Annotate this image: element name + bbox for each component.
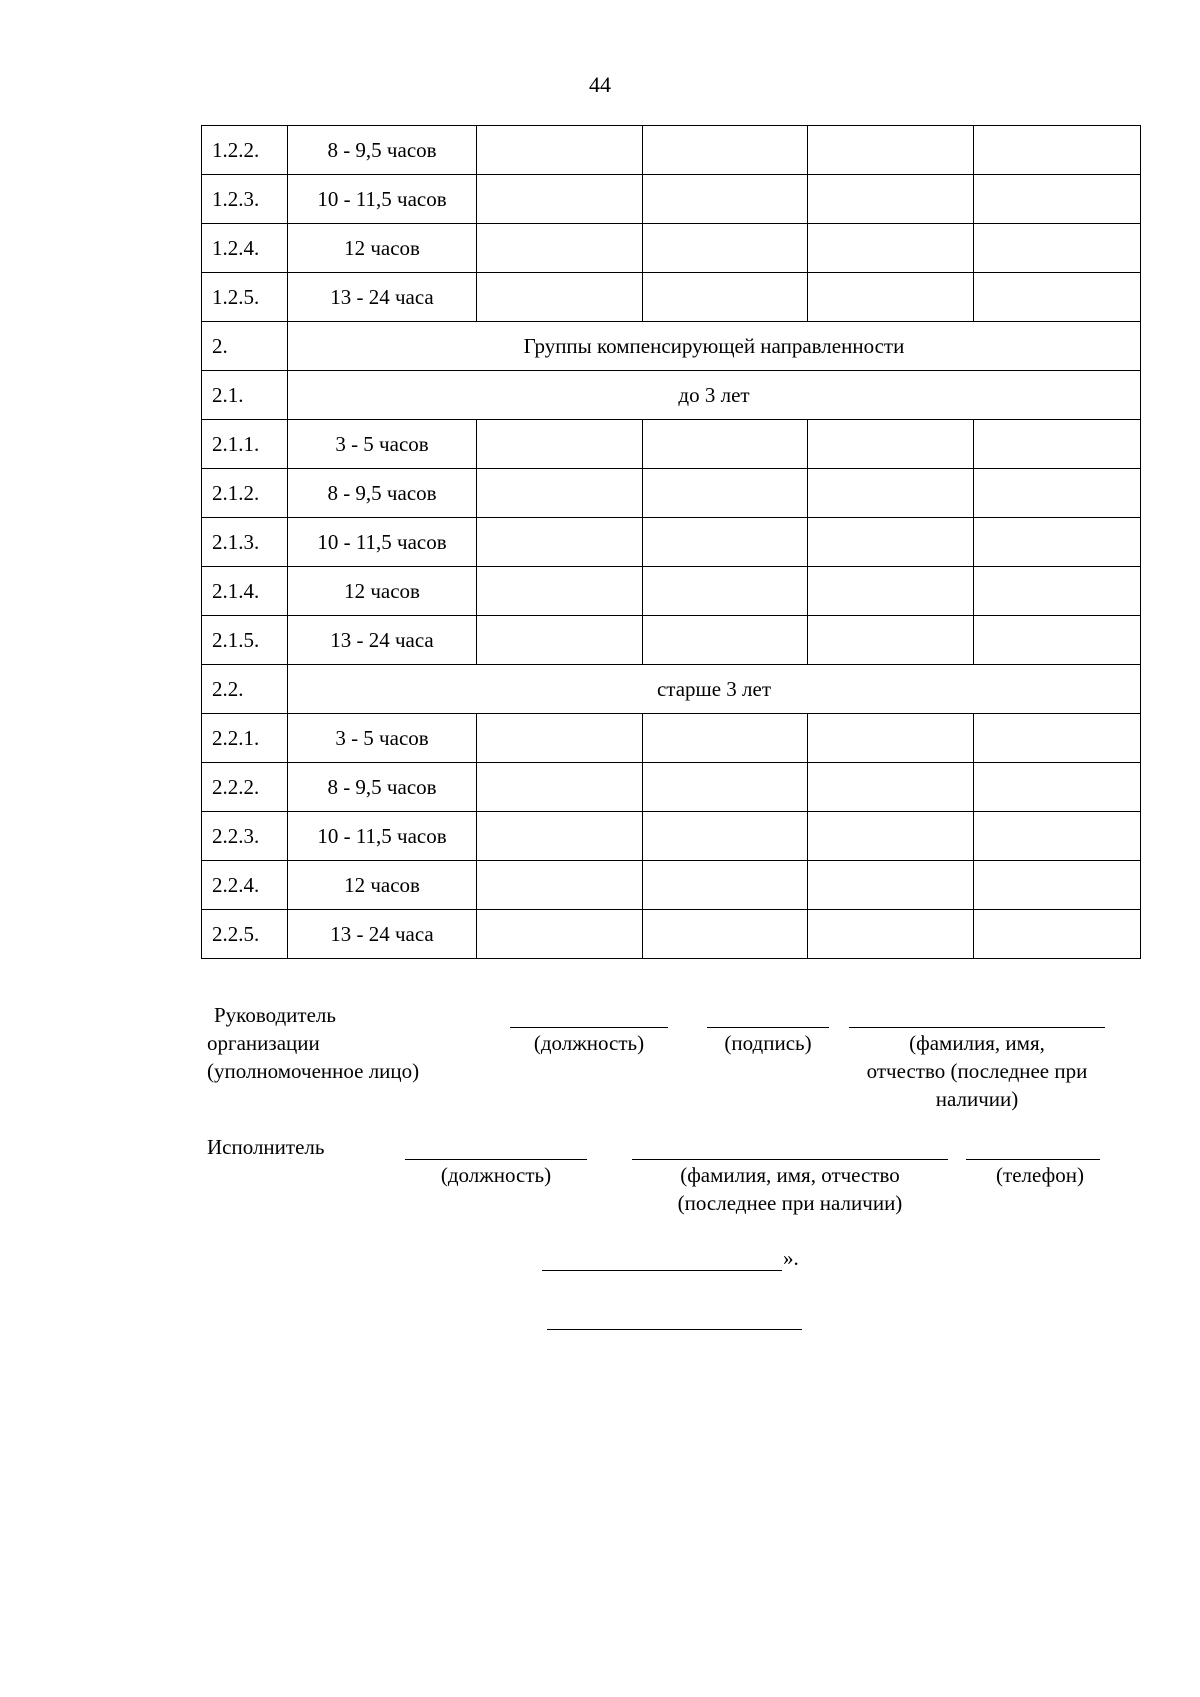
page-number: 44 [589,72,611,97]
row-number: 2.1.4. [202,567,288,616]
head-signature-caption: (подпись) [724,1031,812,1055]
row-number: 2.2.1. [202,714,288,763]
data-table [201,125,1141,959]
section-row [202,371,1141,420]
row-number: 2.2. [202,665,288,714]
executor-phone-line [966,1159,1100,1160]
empty-cell [808,567,974,616]
empty-cell [643,469,808,518]
empty-cell [974,763,1141,812]
row-label: 8 - 9,5 часов [288,763,477,812]
table-row [202,224,1141,273]
section-title: до 3 лет [288,371,1141,420]
empty-cell [974,812,1141,861]
table-row [202,861,1141,910]
empty-cell [808,910,974,959]
row-label: 8 - 9,5 часов [288,469,477,518]
empty-cell [643,910,808,959]
row-label: 3 - 5 часов [288,420,477,469]
empty-cell [808,518,974,567]
empty-cell [643,175,808,224]
head-name-line [849,1027,1105,1028]
row-number: 1.2.3. [202,175,288,224]
row-label: 10 - 11,5 часов [288,175,477,224]
row-label: 13 - 24 часа [288,273,477,322]
row-number: 2.2.4. [202,861,288,910]
executor-position-caption: (должность) [440,1163,552,1187]
empty-cell [808,469,974,518]
executor-name-line [632,1159,948,1160]
empty-cell [974,273,1141,322]
table-row [202,126,1141,175]
table-row [202,420,1141,469]
empty-cell [974,714,1141,763]
head-position-caption: (должность) [533,1031,645,1055]
empty-cell [808,616,974,665]
empty-cell [477,567,643,616]
empty-cell [477,420,643,469]
empty-cell [808,273,974,322]
empty-cell [974,126,1141,175]
empty-cell [643,567,808,616]
closing-quote: ». [783,1246,799,1270]
table-row [202,812,1141,861]
table-row [202,273,1141,322]
empty-cell [643,616,808,665]
row-label: 13 - 24 часа [288,616,477,665]
row-label: 12 часов [288,567,477,616]
row-number: 2.2.5. [202,910,288,959]
empty-cell [808,224,974,273]
empty-cell [643,126,808,175]
empty-cell [974,224,1141,273]
table-row [202,763,1141,812]
head-name-caption-line3: наличии) [935,1087,1019,1111]
section-row [202,322,1141,371]
empty-cell [974,861,1141,910]
head-label-line3: (уполномоченное лицо) [207,1059,420,1083]
row-label: 10 - 11,5 часов [288,518,477,567]
executor-name-caption-line2: (последнее при наличии) [677,1191,903,1215]
row-number: 1.2.2. [202,126,288,175]
empty-cell [477,273,643,322]
empty-cell [974,469,1141,518]
row-label: 12 часов [288,861,477,910]
section-row [202,665,1141,714]
empty-cell [643,763,808,812]
empty-cell [477,469,643,518]
empty-cell [974,420,1141,469]
empty-cell [477,616,643,665]
table-row [202,175,1141,224]
empty-cell [974,175,1141,224]
row-number: 2.1.5. [202,616,288,665]
empty-cell [808,812,974,861]
empty-cell [643,420,808,469]
empty-cell [974,910,1141,959]
empty-cell [643,273,808,322]
empty-cell [477,224,643,273]
table-row [202,910,1141,959]
row-number: 2.1.1. [202,420,288,469]
empty-cell [477,126,643,175]
empty-cell [643,861,808,910]
empty-cell [643,518,808,567]
executor-label: Исполнитель [207,1135,325,1159]
row-label: 13 - 24 часа [288,910,477,959]
row-label: 8 - 9,5 часов [288,126,477,175]
row-number: 1.2.5. [202,273,288,322]
table-row [202,616,1141,665]
empty-cell [477,714,643,763]
row-label: 12 часов [288,224,477,273]
empty-cell [974,616,1141,665]
separator-line [547,1329,802,1330]
empty-cell [477,812,643,861]
closing-line [542,1270,782,1271]
empty-cell [808,714,974,763]
executor-name-caption-line1: (фамилия, имя, отчество [680,1163,900,1187]
row-label: 3 - 5 часов [288,714,477,763]
empty-cell [643,224,808,273]
empty-cell [643,714,808,763]
head-signature-line [707,1027,829,1028]
empty-cell [808,126,974,175]
empty-cell [477,518,643,567]
empty-cell [974,518,1141,567]
empty-cell [477,175,643,224]
head-label-line2: организации [207,1031,320,1055]
empty-cell [808,420,974,469]
empty-cell [477,861,643,910]
row-number: 2.2.3. [202,812,288,861]
row-label: 10 - 11,5 часов [288,812,477,861]
empty-cell [808,861,974,910]
section-title: старше 3 лет [288,665,1141,714]
head-name-caption-line1: (фамилия, имя, [909,1031,1045,1055]
table-row [202,518,1141,567]
row-number: 1.2.4. [202,224,288,273]
section-title: Группы компенсирующей направленности [288,322,1141,371]
table-row [202,567,1141,616]
empty-cell [808,175,974,224]
head-name-caption-line2: отчество (последнее при [866,1059,1088,1083]
table-row [202,714,1141,763]
row-number: 2.2.2. [202,763,288,812]
row-number: 2.1.3. [202,518,288,567]
row-number: 2.1.2. [202,469,288,518]
head-label-line1: Руководитель [214,1003,336,1027]
empty-cell [808,763,974,812]
empty-cell [477,763,643,812]
table-row [202,469,1141,518]
empty-cell [477,910,643,959]
row-number: 2. [202,322,288,371]
empty-cell [643,812,808,861]
head-position-line [510,1027,668,1028]
table-body [202,126,1141,959]
executor-phone-caption: (телефон) [996,1163,1084,1187]
row-number: 2.1. [202,371,288,420]
empty-cell [974,567,1141,616]
executor-position-line [405,1159,587,1160]
